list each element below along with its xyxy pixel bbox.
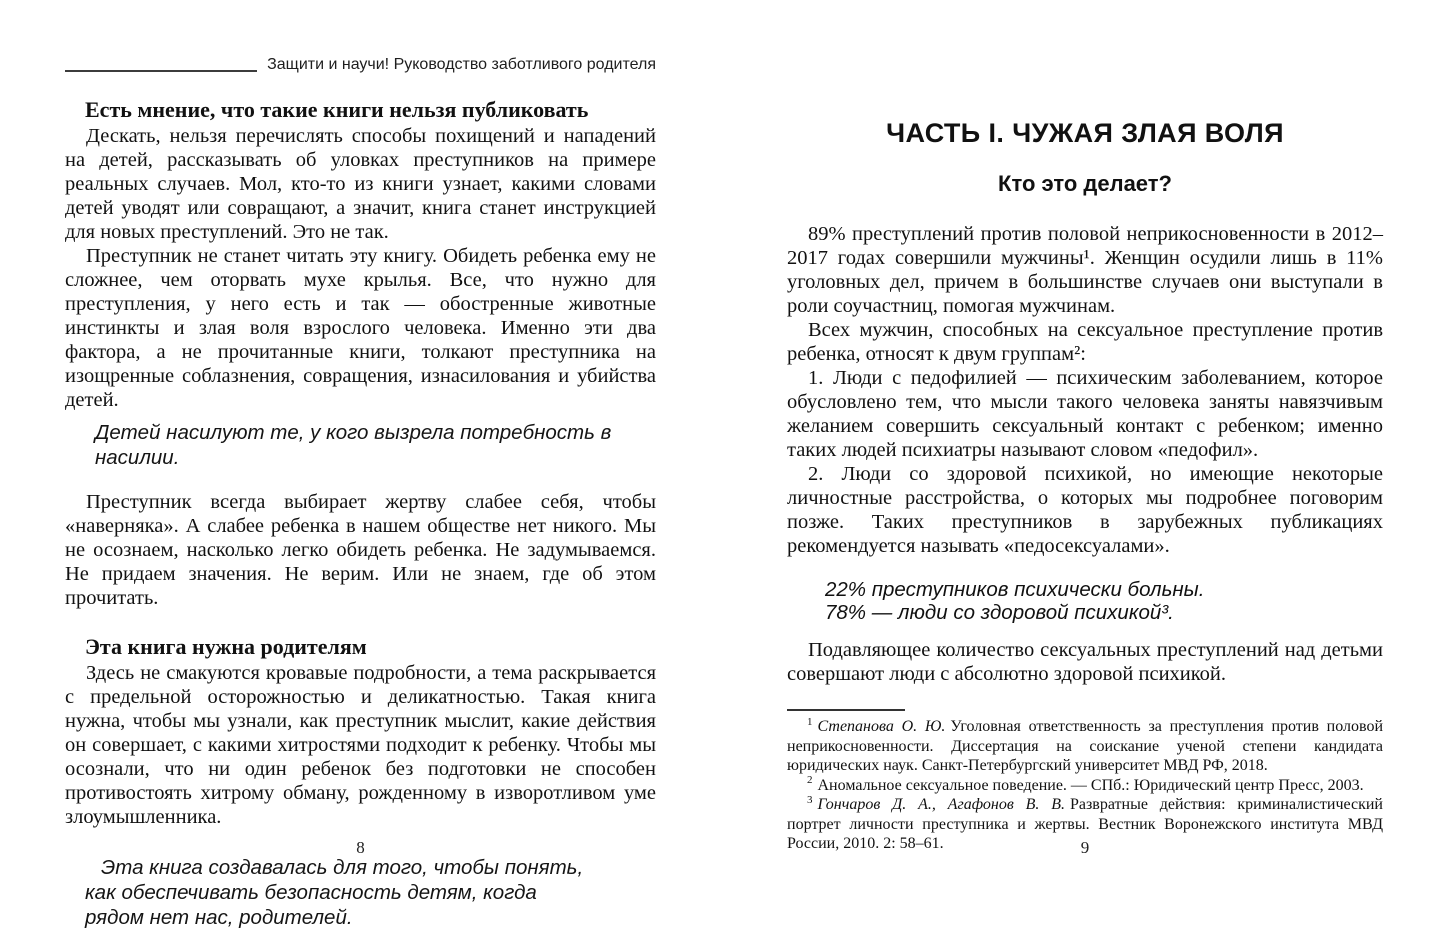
- page-number-right: 9: [1080, 838, 1090, 857]
- paragraph: 89% преступлений против половой неприкосновенности в 2012–2017 годах совершили мужчины¹. Женщин осудили лишь в 11% уголовных дел, причем в большинстве случаев они выступали в роли соучастниц, помогая мужчинам.: [787, 223, 1383, 317]
- pull-quote: Эта книга создавалась для того, чтобы понять, как обеспечивать безопасность детям, когда рядом нет нас, родителей.: [85, 856, 584, 929]
- footnote-marker: 3: [807, 793, 813, 806]
- chapter-title: Кто это делает?: [998, 171, 1172, 196]
- footnote-text: Аномальное сексуальное поведение. — СПб.: Юридический центр Пресс, 2003.: [817, 776, 1364, 794]
- running-head-rule: [65, 70, 257, 72]
- paragraph: Дескать, нельзя перечислять способы похищений и нападений на детей, рассказывать об уловках преступников на примере реальных случаев. Мол, кто-то из книги узнает, какими словами детей уводят или совращают, а значит, книга станет инструкцией для новых преступлений. Это не так.: [65, 125, 656, 243]
- stat-quote-line: 22% преступников психически больны.: [825, 578, 1205, 601]
- running-head: [65, 54, 656, 74]
- stat-quote-line: 78% — люди со здоровой психикой³.: [825, 601, 1174, 624]
- footnote-marker: 1: [807, 715, 813, 728]
- footnote-author: Степанова О. Ю.: [817, 718, 946, 735]
- section-heading-book-for-parents: Эта книга нужна родителям: [85, 634, 367, 659]
- paragraph: Преступник всегда выбирает жертву слабее себя, чтобы «наверняка». А слабее ребенка в нашем обществе нет никого. Мы не осознаем, насколько легко обидеть ребенка. Не задумываемся. Не придаем значения. Не верим. Или не знаем, где об этом прочитать.: [65, 491, 656, 609]
- list-item-pedophilia: 1. Люди с педофилией — психическим заболеванием, которое обусловлено тем, что мысли такого человека заняты навязчивым желанием совершить сексуальный контакт с ребенком; именно таких людей психиатры называют словом «педофил».: [787, 367, 1383, 461]
- footnote: [787, 717, 1383, 776]
- footnotes: [787, 709, 1383, 854]
- page-right: [787, 0, 1383, 919]
- pull-quote: Детей насилуют те, у кого вызрела потребность в насилии.: [95, 421, 612, 469]
- section-heading-books-cannot-be-published: Есть мнение, что такие книги нельзя публиковать: [85, 97, 589, 122]
- running-head-title: Защити и научи! Руководство заботливого родителя: [267, 56, 656, 73]
- page-left: [65, 0, 656, 929]
- paragraph: Здесь не смакуются кровавые подробности, а тема раскрывается с предельной осторожностью и деликатностью. Такая книга нужна, чтобы мы узнали, как преступник мыслит, какие действия он совершает, с какими хитростями подходит к ребенку. Чтобы мы осознали, что ни один ребенок без подготовки не способен противостоять хитрому обману, рожденному в изворотливом уме злоумышленника.: [65, 662, 656, 828]
- footnote-author: Гончаров Д. А., Агафонов В. В.: [817, 796, 1065, 813]
- list-item-healthy-psyche: 2. Люди со здоровой психикой, но имеющие некоторые личностные расстройства, о которых мы подробнее поговорим позже. Таких преступников в зарубежных публикациях рекомендуется называть «педосексуалами».: [787, 463, 1383, 557]
- footnote-text: Уголовная ответственность за преступления против половой неприкосновенности. Диссертация на соискание ученой степени кандидата юридических наук. Санкт-Петербургский университет МВД РФ, 2018.: [787, 718, 1383, 774]
- paragraph: Подавляющее количество сексуальных преступлений над детьми совершают люди с абсолютно здоровой психикой.: [787, 639, 1383, 685]
- page-number-left: 8: [356, 838, 365, 857]
- paragraph: Преступник не станет читать эту книгу. Обидеть ребенка ему не сложнее, чем оторвать мухе крылья. Все, что нужно для преступления, у него есть и так — обостренные животные инстинкты и злая воля взрослого человека. Именно эти два фактора, а не прочитанные книги, толкают преступника на изощренные соблазнения, совращения, изнасилования и убийства детей.: [65, 245, 656, 411]
- footnote-text: Развратные действия: криминалистический портрет личности преступника и жертвы. Вестник Воронежского института МВД России, 2010. 2: 58–61.: [787, 796, 1383, 852]
- part-title: ЧАСТЬ I. ЧУЖАЯ ЗЛАЯ ВОЛЯ: [886, 118, 1284, 148]
- footnote-marker: 2: [807, 774, 813, 787]
- stat-quote: [787, 578, 1383, 624]
- paragraph: Всех мужчин, способных на сексуальное преступление против ребенка, относят к двум группам²:: [787, 319, 1383, 365]
- footnote: [787, 776, 1383, 796]
- footnote-separator: [787, 709, 905, 711]
